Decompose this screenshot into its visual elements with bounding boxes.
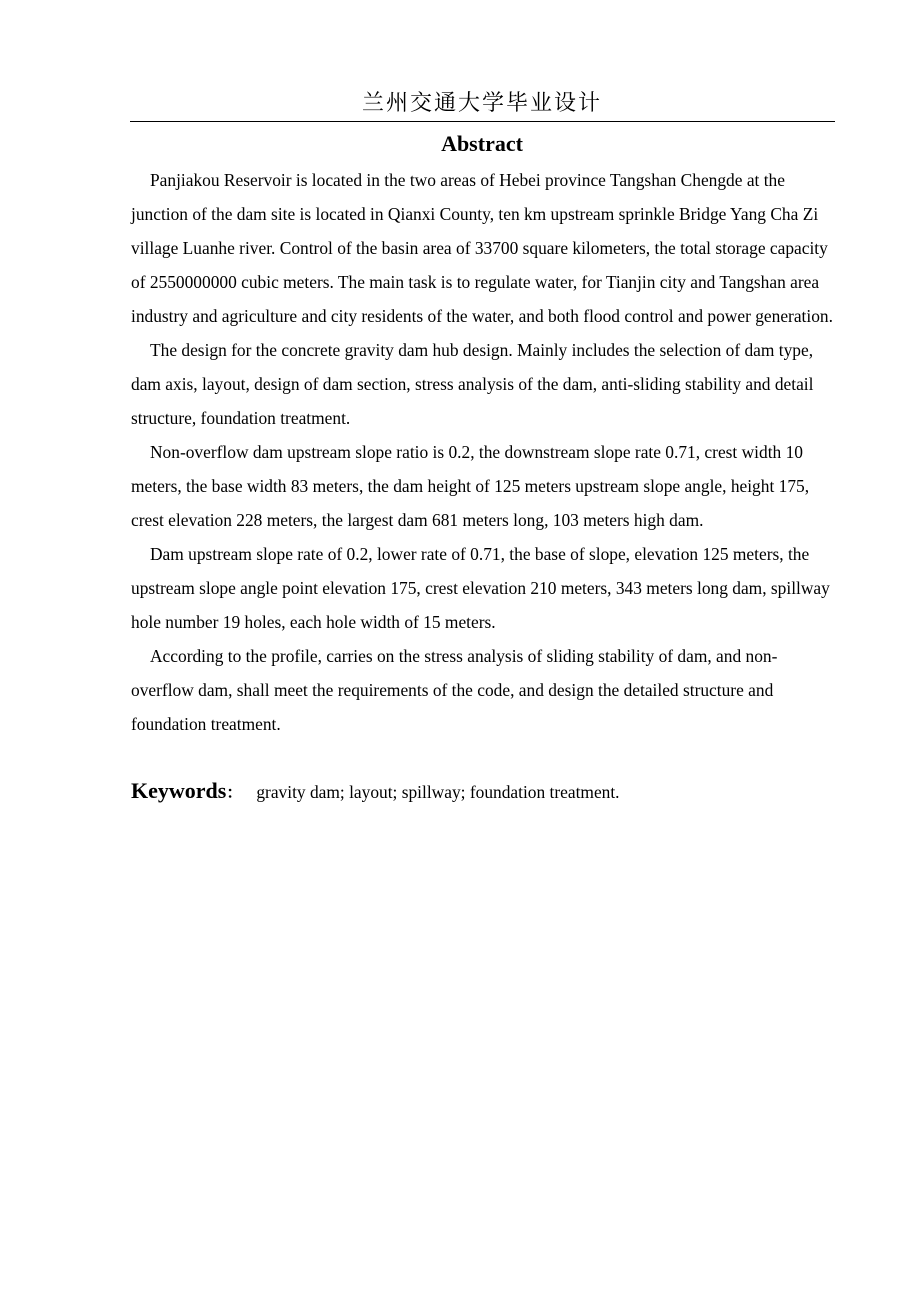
header-rule xyxy=(130,121,835,122)
keywords-line xyxy=(131,774,839,811)
abstract-paragraph-4: Dam upstream slope rate of 0.2, lower rate of 0.71, the base of slope, elevation 125 meters, the upstream slope angle point elevation 175, crest elevation 210 meters, 343 meters long dam, spillway hole number 19 holes, each hole width of 15 meters. xyxy=(131,544,830,632)
running-header: 兰州交通大学毕业设计 xyxy=(361,91,602,116)
abstract-title: Abstract xyxy=(441,131,523,156)
keywords-label: Keywords xyxy=(131,778,227,803)
abstract-paragraph-1: Panjiakou Reservoir is located in the two areas of Hebei province Tangshan Chengde at the junction of the dam site is located in Qianxi County, ten km upstream sprinkle Bridge Yang Cha Zi village Luanhe river. Control of the basin area of 33700 square kilometers, the total storage capacity of 2550000000 cubic meters. The main task is to regulate water, for Tianjin city and Tangshan area industry and agriculture and city residents of the water, and both flood control and power generation. xyxy=(131,170,833,326)
abstract-body xyxy=(131,163,839,741)
abstract-paragraph-2: The design for the concrete gravity dam hub design. Mainly includes the selection of dam type, dam axis, layout, design of dam section, stress analysis of the dam, anti-sliding stability and detail structure, foundation treatment. xyxy=(131,340,814,428)
keywords-text: gravity dam; layout; spillway; foundation treatment. xyxy=(256,782,620,802)
abstract-paragraph-3: Non-overflow dam upstream slope ratio is 0.2, the downstream slope rate 0.71, crest width 10 meters, the base width 83 meters, the dam height of 125 meters upstream slope angle, height 175, crest elevation 228 meters, the largest dam 681 meters long, 103 meters high dam. xyxy=(131,442,810,530)
abstract-paragraph-5: According to the profile, carries on the stress analysis of sliding stability of dam, and non-overflow dam, shall meet the requirements of the code, and design the detailed structure and foundation treatment. xyxy=(131,646,778,734)
keywords-separator: ： xyxy=(226,785,243,802)
